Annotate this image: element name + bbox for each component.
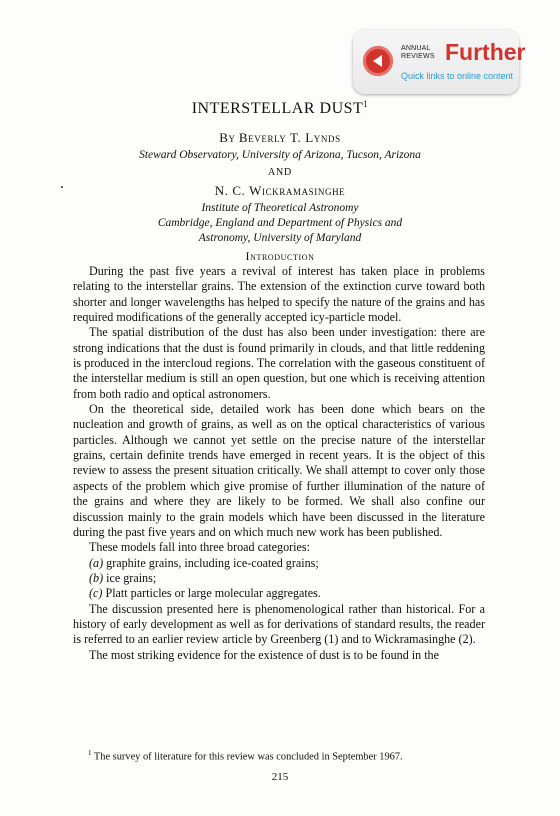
paragraph-4: These models fall into three broad categories: — [89, 540, 310, 555]
quick-links-text[interactable]: Quick links to online content — [401, 71, 514, 81]
paragraph-6: The most striking evidence for the existence of dust is to be found in the — [89, 647, 439, 662]
further-links-badge[interactable] — [353, 30, 526, 94]
list-item-b: (b) ice grains; — [89, 570, 157, 585]
affiliation-2-line-2: Cambridge, England and Department of Physics and — [157, 217, 403, 229]
paragraph-2: The spatial distribution of the dust has also been under investigation: there are strong indications that the dust is found primarily in clouds, and that little reddening is produced in the intercloud regions. The correlation with the gaseous constituent of the interstellar medium is still an open question, but one which is receiving attention from both radio and optical astronomers. — [73, 325, 485, 401]
footnote — [88, 749, 403, 762]
affiliation-2-line-1: Institute of Theoretical Astronomy — [201, 202, 359, 214]
paragraph-1: During the past five years a revival of interest has taken place in problems relating to the interstellar grains. The extension of the extinction curve toward both shorter and longer wavelengths has helped to specify the nature of the grains and has required modifications of the generally accepted icy-particle model. — [73, 264, 485, 325]
affiliation-1: Steward Observatory, University of Arizona, Tucson, Arizona — [139, 149, 421, 161]
author-line-1: By Beverly T. Lynds — [219, 130, 341, 145]
footnote-mark: 1 — [88, 749, 92, 757]
annual-reviews-logo: ANNUAL REVIEWS — [401, 45, 435, 60]
list-item-a: (a) graphite grains, including ice-coated grains; — [89, 555, 319, 570]
author-2: N. C. Wickramasinghe — [214, 183, 346, 198]
and-separator: AND — [267, 167, 293, 178]
author-1: Beverly T. Lynds — [238, 130, 341, 145]
arrow-left-icon — [363, 46, 393, 76]
footnote-text: The survey of literature for this review was concluded in September 1967. — [93, 751, 403, 763]
page-number: 215 — [271, 771, 289, 783]
affiliation-2-line-3: Astronomy, University of Maryland — [198, 232, 362, 244]
title-footnote-mark: 1 — [363, 99, 369, 109]
list-item-c: (c) Platt particles or large molecular aggregates. — [89, 586, 321, 601]
further-label: Further — [445, 39, 526, 65]
article-body — [73, 264, 485, 663]
paragraph-3: On the theoretical side, detailed work has been done which bears on the nucleation and growth of grains, as well as on the optical characteristics of various particles. Although we cannot yet settle on the precise nature of the interstellar grains, certain definite trends have emerged in recent years. It is the object of this review to assess the present situation critically. We shall attempt to cover only those aspects of the problem which give promise of further illumination of the nature of the grains and where they are likely to be formed. We shall also confine our discussion mainly to the grain models which have been discussed in the literature during the past five years and on which much new work has been published. — [73, 402, 485, 539]
article-title: INTERSTELLAR DUST$^1$ — [191, 99, 369, 117]
section-heading: Introduction — [245, 249, 315, 263]
paragraph-5: The discussion presented here is phenomenological rather than historical. For a history of early development as well as for derivations of standard results, the reader is referred to an earlier review article by Greenberg (1) and to Wickramasinghe (2). — [73, 601, 485, 647]
